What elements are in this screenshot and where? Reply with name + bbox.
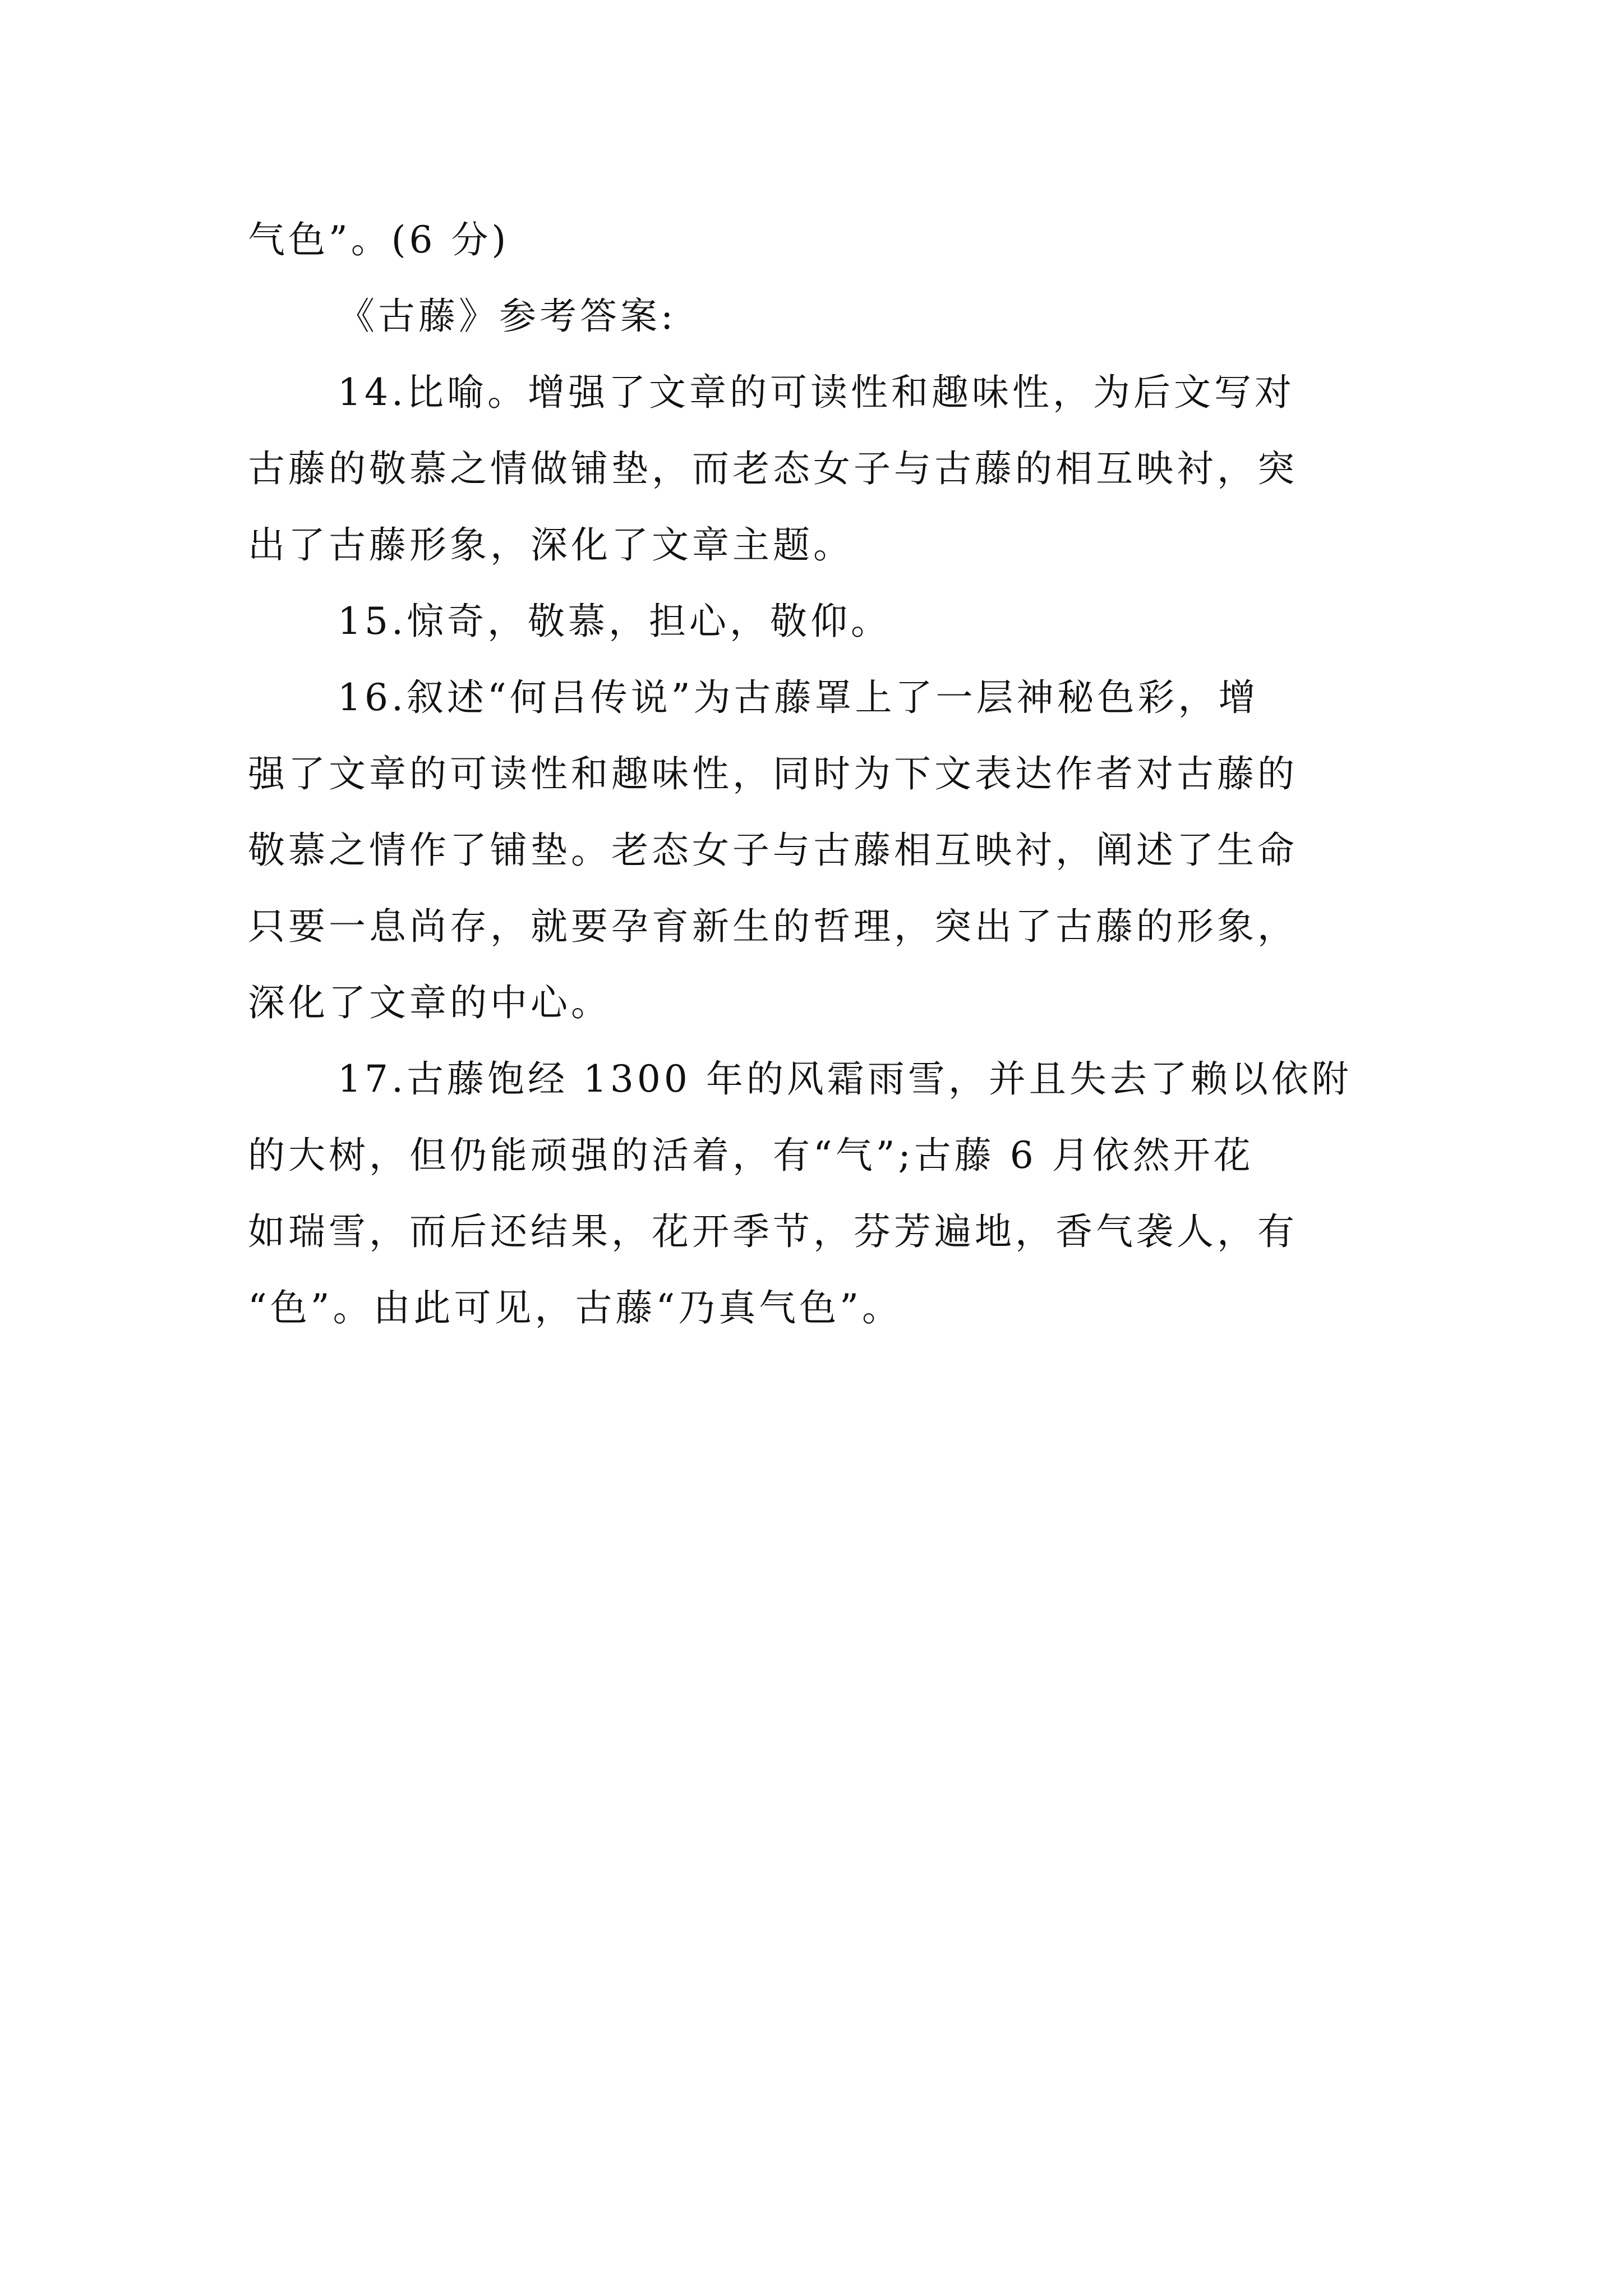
answer-16-line-5: 深化了文章的中心。 xyxy=(248,981,611,1024)
answer-15-line-1: 15.惊奇，敬慕，担心，敬仰。 xyxy=(338,600,891,643)
answer-17-line-4: “色”。由此可见，古藤“乃真气色”。 xyxy=(248,1286,902,1329)
answer-17-line-3: 如瑞雪，而后还结果，花开季节，芬芳遍地，香气袭人，有 xyxy=(248,1210,1298,1253)
answer-17-line-1: 17.古藤饱经 1300 年的风霜雨雪，并且失去了赖以依附 xyxy=(338,1057,1352,1101)
answer-heading: 《古藤》参考答案: xyxy=(338,295,677,338)
answer-14-line-1: 14.比喻。增强了文章的可读性和趣味性，为后文写对 xyxy=(338,371,1295,414)
answer-14-line-2: 古藤的敬慕之情做铺垫，而老态女子与古藤的相互映衬，突 xyxy=(248,447,1298,490)
answer-14-line-3: 出了古藤形象，深化了文章主题。 xyxy=(248,523,854,567)
answer-16-line-3: 敬慕之情作了铺垫。老态女子与古藤相互映衬，阐述了生命 xyxy=(248,829,1298,872)
answer-17-line-2: 的大树，但仍能顽强的活着，有“气”;古藤 6 月依然开花 xyxy=(248,1134,1254,1177)
text-line-question-end: 气色”。(6 分) xyxy=(248,218,510,261)
answer-16-line-4: 只要一息尚存，就要孕育新生的哲理，突出了古藤的形象， xyxy=(248,905,1298,948)
answer-text-block xyxy=(248,202,1386,1346)
answer-16-line-2: 强了文章的可读性和趣味性，同时为下文表达作者对古藤的 xyxy=(248,752,1298,795)
answer-16-line-1: 16.叙述“何吕传说”为古藤罩上了一层神秘色彩，增 xyxy=(338,676,1259,719)
